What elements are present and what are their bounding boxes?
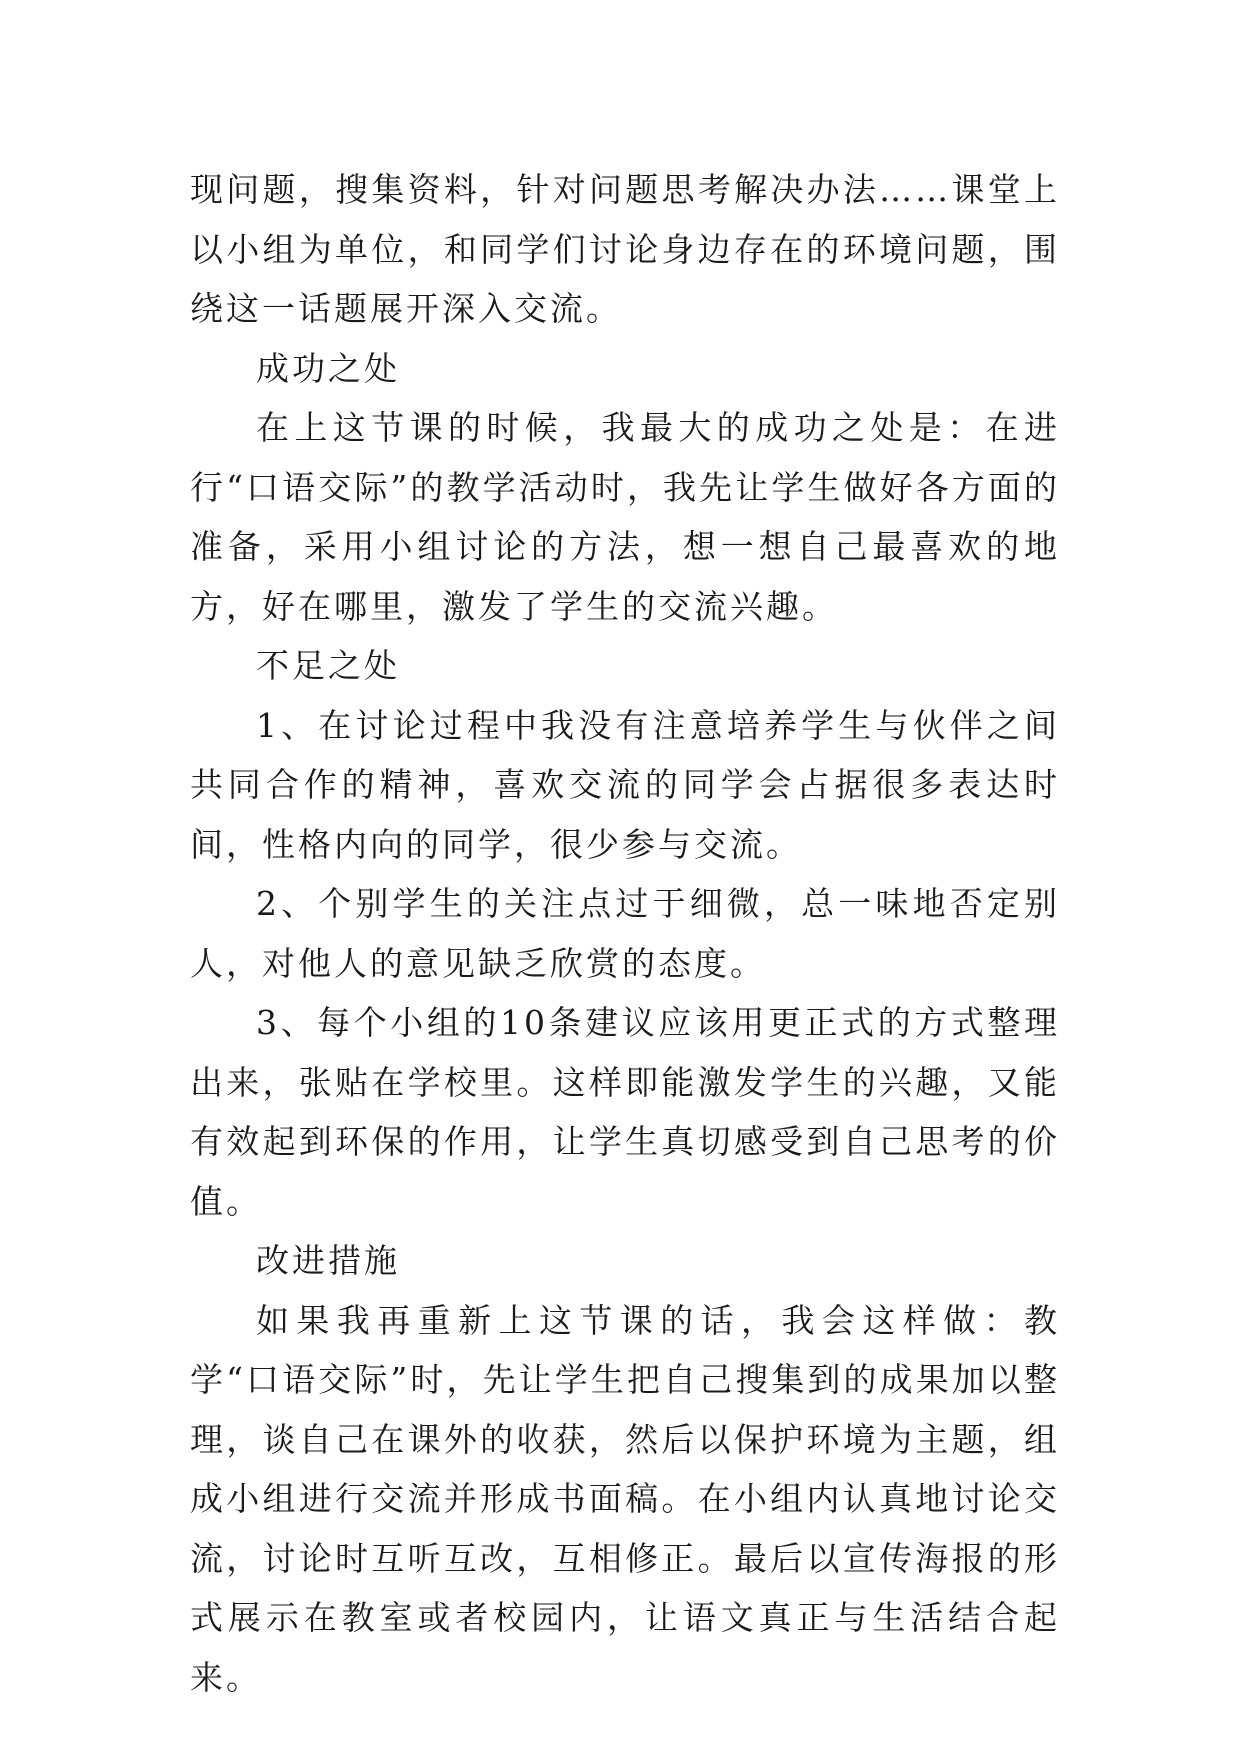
- continuation-paragraph: 现问题，搜集资料，针对问题思考解决办法……课堂上以小组为单位，和同学们讨论身边存在的环境问题，围绕这一话题展开深入交流。: [190, 170, 1060, 328]
- document-body: [190, 160, 1060, 1707]
- improvement-paragraph: 如果我再重新上这节课的话，我会这样做：教学“口语交际”时，先让学生把自己搜集到的成果加以整理，谈自己在课外的收获，然后以保护环境为主题，组成小组进行交流并形成书面稿。在小组内认真地讨论交流，讨论时互听互改，互相修正。最后以宣传海报的形式展示在教室或者校园内，让语文真正与生活结合起来。: [190, 1300, 1060, 1697]
- section-heading-shortcomings: 不足之处: [256, 646, 400, 685]
- shortcoming-item-2: 2、个别学生的关注点过于细微，总一味地否定别人，对他人的意见缺乏欣赏的态度。: [190, 884, 1060, 983]
- success-paragraph: 在上这节课的时候，我最大的成功之处是：在进行“口语交际”的教学活动时，我先让学生做好各方面的准备，采用小组讨论的方法，想一想自己最喜欢的地方，好在哪里，激发了学生的交流兴趣。: [190, 408, 1060, 626]
- section-heading-improvements: 改进措施: [256, 1241, 400, 1280]
- shortcoming-item-3: 3、每个小组的10条建议应该用更正式的方式整理出来，张贴在学校里。这样即能激发学生的兴趣，又能有效起到环保的作用，让学生真切感受到自己思考的价值。: [190, 1003, 1060, 1221]
- section-heading-success: 成功之处: [256, 348, 400, 388]
- shortcoming-item-1: 1、在讨论过程中我没有注意培养学生与伙伴之间共同合作的精神，喜欢交流的同学会占据很多表达时间，性格内向的同学，很少参与交流。: [190, 705, 1060, 864]
